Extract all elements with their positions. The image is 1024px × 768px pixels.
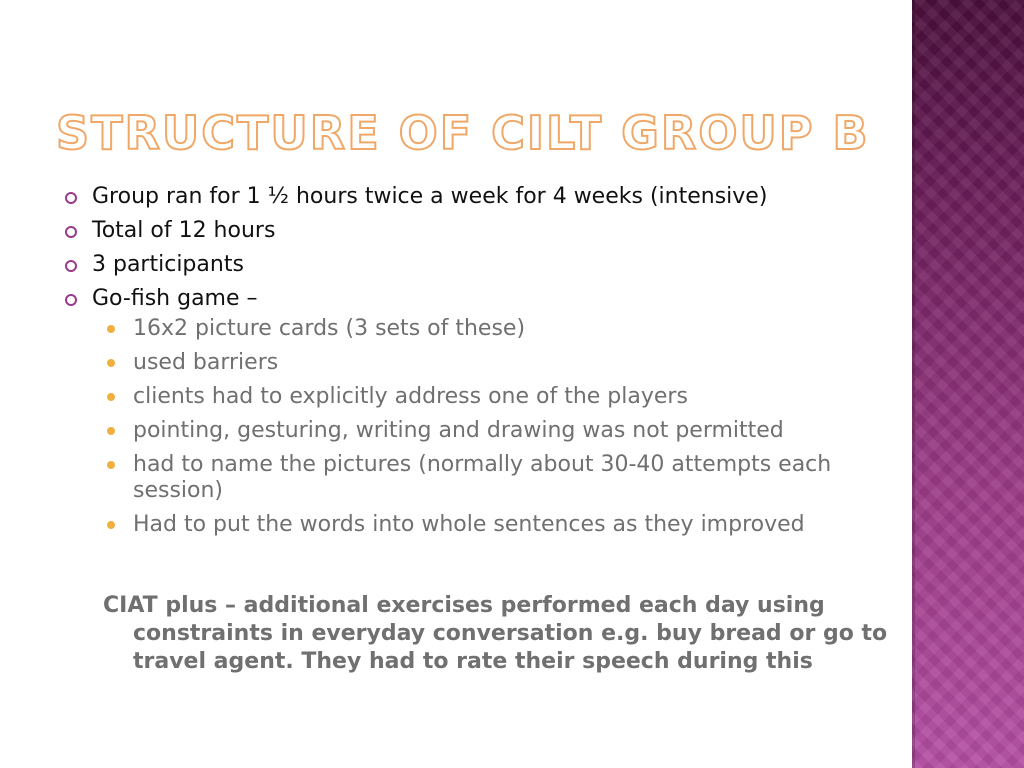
sub-bullet-item <box>104 452 922 504</box>
sub-bullet-item <box>104 350 922 376</box>
bullet-text: Go-fish game – <box>92 286 258 311</box>
ring-bullet-icon <box>65 260 77 272</box>
bullet-text: 3 participants <box>92 252 244 277</box>
sub-bullet-text: pointing, gesturing, writing and drawing was not permitted <box>133 418 784 443</box>
ciat-note: CIAT plus – additional exercises performed each day using constraints in everyday conversation e.g. buy bread or go to travel agent. They had to rate their speech during this <box>103 593 888 674</box>
dot-bullet-icon <box>107 521 115 529</box>
dot-bullet-icon <box>107 359 115 367</box>
sub-bullet-text: 16x2 picture cards (3 sets of these) <box>133 316 526 341</box>
sub-bullet-text: had to name the pictures (normally about 30-40 attempts each session) <box>133 452 832 503</box>
bullet-item <box>62 214 922 248</box>
sub-bullet-item <box>104 418 922 444</box>
sub-bullet-item <box>104 384 922 410</box>
bullet-list <box>62 180 922 316</box>
sub-bullet-item <box>104 512 922 538</box>
dot-bullet-icon <box>107 393 115 401</box>
bullet-text: Group ran for 1 ½ hours twice a week for 4 weeks (intensive) <box>92 184 768 209</box>
bullet-item <box>62 282 922 316</box>
sub-bullet-text: clients had to explicitly address one of the players <box>133 384 688 409</box>
sub-bullet-text: used barriers <box>133 350 279 375</box>
bullet-item <box>62 248 922 282</box>
bullet-text: Total of 12 hours <box>92 218 276 243</box>
ring-bullet-icon <box>65 294 77 306</box>
slide-title: STRUCTURE OF CILT GROUP B <box>56 106 870 160</box>
ring-bullet-icon <box>65 226 77 238</box>
slide-body <box>62 180 922 546</box>
ring-bullet-icon <box>65 192 77 204</box>
dot-bullet-icon <box>107 461 115 469</box>
dot-bullet-icon <box>107 427 115 435</box>
dot-bullet-icon <box>107 325 115 333</box>
bullet-item <box>62 180 922 214</box>
sub-bullet-text: Had to put the words into whole sentences as they improved <box>133 512 805 537</box>
sub-bullet-list <box>62 316 922 538</box>
sub-bullet-item <box>104 316 922 342</box>
